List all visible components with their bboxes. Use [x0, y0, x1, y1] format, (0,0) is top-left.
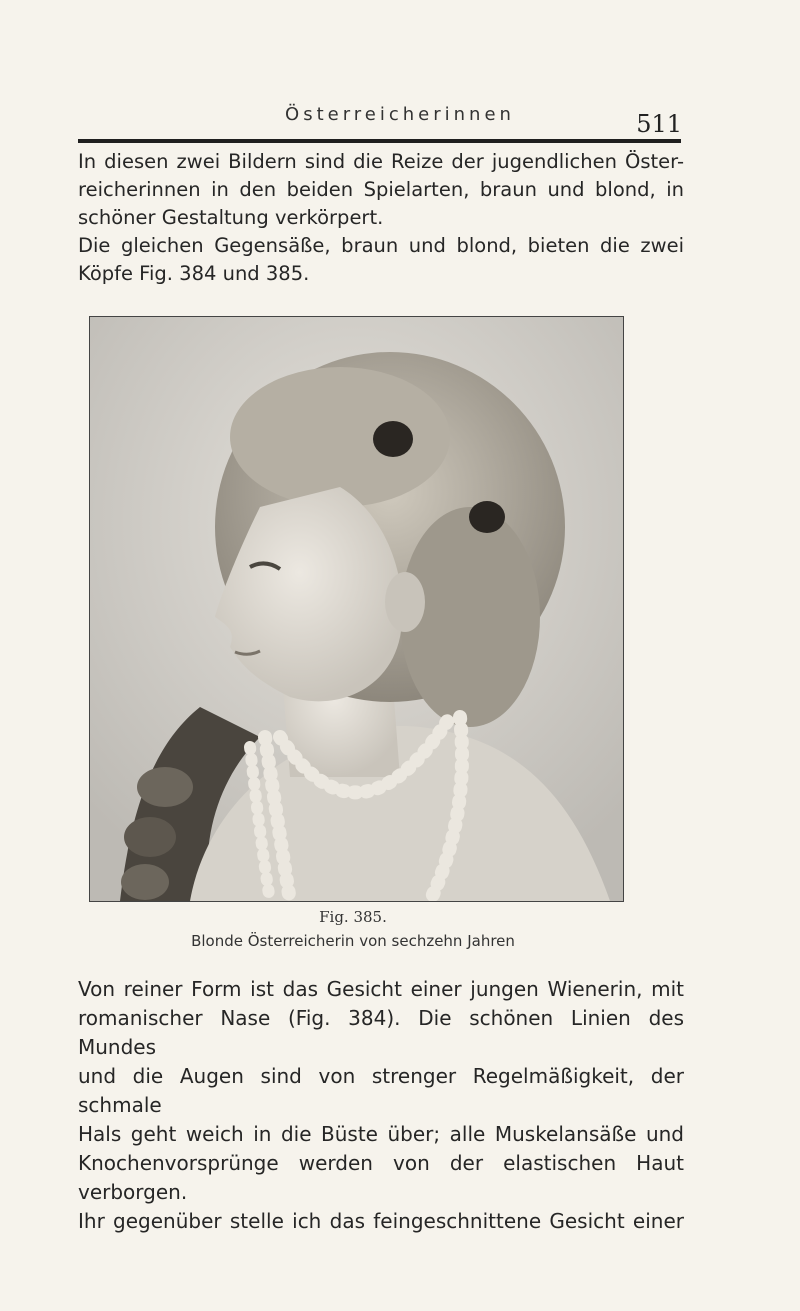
running-head: Österreicherinnen — [285, 104, 515, 125]
text-line: Hals geht weich in die Büste über; alle Muskelansäße und — [78, 1122, 684, 1146]
text-line: Knochenvorsprünge werden von der elastischen Haut verborgen. — [78, 1151, 684, 1204]
text-line: In diesen zwei Bildern sind die Reize der jugendlichen Öster- — [78, 150, 684, 173]
text-line: schöner Gestaltung verkörpert. — [78, 206, 384, 229]
text-line: Köpfe Fig. 384 und 385. — [78, 262, 310, 285]
figure-number: Fig. 385. — [319, 908, 387, 926]
text-line: reicherinnen in den beiden Spielarten, braun und blond, in — [78, 178, 684, 201]
paragraph-intro — [78, 148, 684, 288]
text-line: Ihr gegenüber stelle ich das feingeschnittene Gesicht einer — [78, 1209, 684, 1233]
text-line: romanischer Nase (Fig. 384). Die schönen Linien des Mundes — [78, 1006, 684, 1059]
text-line: und die Augen sind von strenger Regelmäßigkeit, der schmale — [78, 1064, 684, 1117]
figure-caption: Blonde Österreicherin von sechzehn Jahren — [191, 932, 515, 950]
text-line: Von reiner Form ist das Gesicht einer jungen Wienerin, mit — [78, 977, 684, 1001]
text-line: Die gleichen Gegensäße, braun und blond, bieten die zwei — [78, 234, 684, 257]
page-number: 511 — [636, 110, 682, 138]
paragraph-description — [78, 975, 684, 1236]
portrait-photograph — [89, 316, 624, 902]
header-rule — [78, 139, 681, 143]
